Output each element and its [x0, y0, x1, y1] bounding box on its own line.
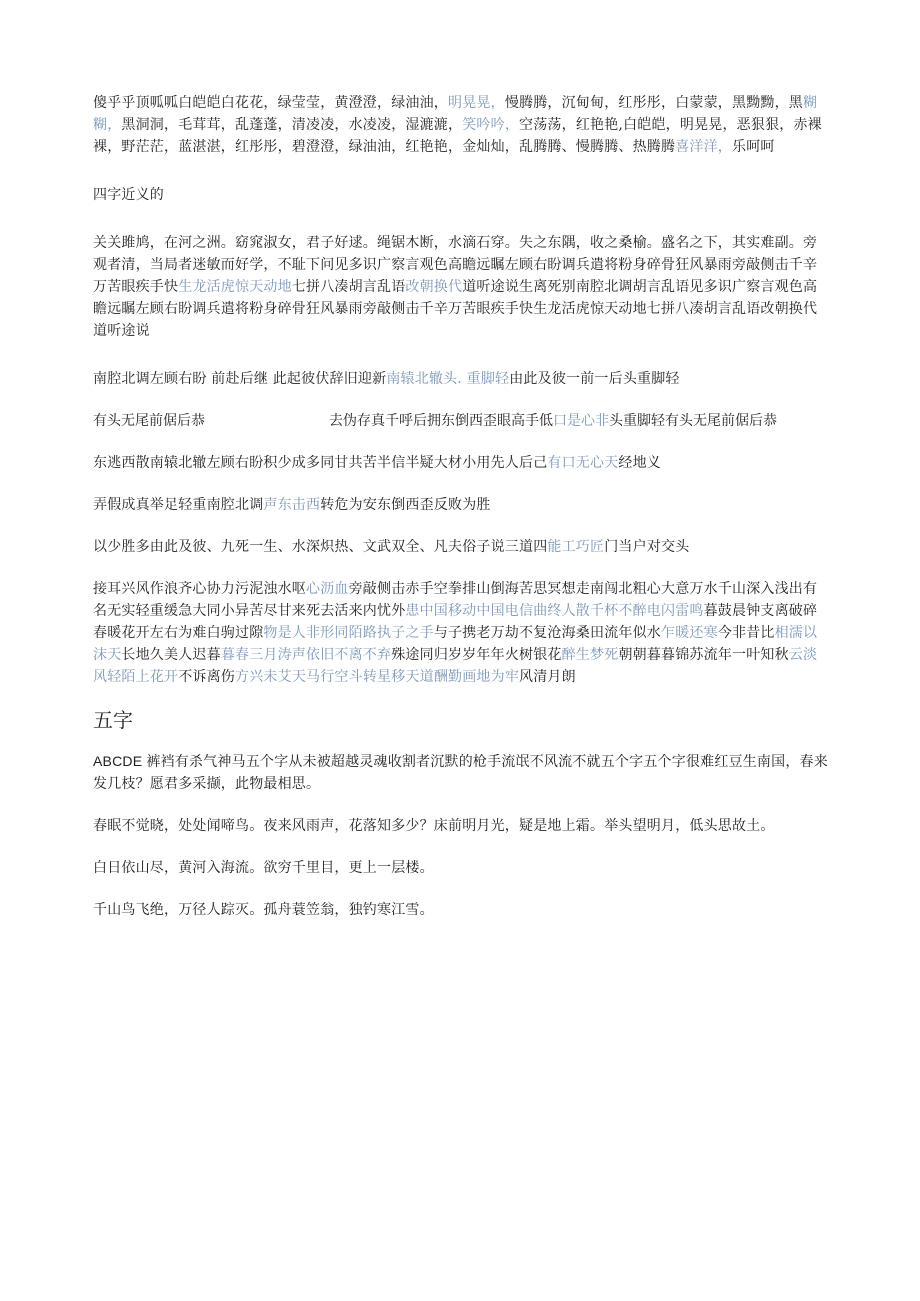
text-run: 弄假成真举足轻重南腔北调: [93, 497, 264, 513]
highlighted-text: 生龙活虎惊天动地: [178, 279, 292, 295]
paragraph-idioms-5: [93, 494, 828, 516]
text-run: 七拼八凑胡言乱语: [291, 279, 406, 295]
section-label-four-char: 四字近义的: [93, 187, 164, 203]
text-run: 转危为安东倒西歪反败为胜: [320, 497, 491, 513]
text-run: 接耳兴风作浪齐心协力污泥浊水呕: [93, 581, 306, 597]
highlighted-text: 云淡风轻陌上花开: [93, 647, 818, 685]
text-run: 空荡荡，红艳艳,白皑皑，明晃晃，恶狠狠，赤裸裸，野茫茫，蓝湛湛，红彤彤，碧澄澄，绿油油，红艳艳，金灿灿，乱腾腾、慢腾腾、热腾腾: [93, 117, 822, 155]
text-run: 去伪存真千呼后拥东倒西歪眼高手低: [329, 413, 553, 429]
paragraph-five-char-1-text: 裤裆有杀气神马五个字从未被超越灵魂收割者沉默的枪手流氓不风流不就五个字五个字很难红豆生南国，春来发几枝？愿君多采撷，此物最相思。: [93, 754, 828, 792]
text-run: 傻乎乎顶呱呱白皑皑白花花，绿莹莹，黄澄澄，绿油油，: [93, 95, 448, 111]
paragraph-idioms-1: [93, 232, 828, 342]
text-run: 头重脚轻有头无尾前倨后恭: [609, 413, 777, 429]
text-run: 今非昔比: [717, 625, 775, 641]
text-run: 不诉离伤: [178, 669, 236, 685]
poem-spring-dawn: 春眠不觉晓，处处闻啼鸟。夜来风雨声，花落知多少？床前明月光，疑是地上霜。举头望明月，低头思故土。: [93, 818, 775, 834]
highlighted-text: 喜洋洋，: [675, 139, 733, 155]
highlighted-text: 改朝换代: [405, 279, 463, 295]
text-run: 朝朝暮暮锦苏流年一叶知秋: [618, 647, 789, 663]
text-run: 经地义: [618, 455, 662, 471]
highlighted-text: 南辕北辙头. 重脚轻: [386, 371, 510, 387]
highlighted-text: 声东击西: [263, 497, 321, 513]
highlighted-text: 能工巧匠: [547, 539, 605, 555]
highlighted-text: 有口无心天: [547, 455, 619, 471]
text-run: 风清月朗: [519, 669, 576, 685]
poem-stork-tower: 白日依山尽，黄河入海流。欲穷千里目，更上一层楼。: [93, 860, 434, 876]
highlighted-text: 相濡以沫天: [93, 625, 818, 663]
highlighted-text: 物是人非形同陌路执子之手: [263, 625, 434, 641]
text-run: 旁敲侧击赤手空拳排山倒海苦思冥想走南闯北粗心大意万水千山深入浅出有名无实轻重缓急大同小异苦尽甘来死去活来内忧外: [93, 581, 818, 619]
paragraph-idioms-3: [93, 410, 828, 432]
text-run: 东逃西散南辕北辙左顾右盼积少成多同甘共苦半信半疑大材小用先人后己: [93, 455, 548, 471]
highlighted-text: 乍暖还寒: [661, 625, 718, 641]
text-run: 慢腾腾，沉甸甸，红彤彤，白蒙蒙，黑黝黝，黑: [504, 95, 804, 111]
highlighted-text: 糊糊，: [93, 95, 818, 133]
text-run: 殊途同归岁岁年年火树银花: [391, 647, 562, 663]
paragraph-idioms-2: [93, 368, 828, 390]
text-run: 黑洞洞，毛茸茸，乱蓬蓬，清凌凌，水凌凌，湿漉漉，: [121, 117, 463, 133]
document-body: [93, 92, 828, 921]
paragraph-idioms-7: [93, 578, 828, 688]
paragraph-idioms-3-left: 有头无尾前倨后恭: [93, 413, 205, 429]
highlighted-text: 笑吟吟，: [462, 117, 520, 133]
highlighted-text: 明晃晃，: [448, 95, 505, 111]
highlighted-text: 方兴未艾天马行空斗转星移天道酬勤画地为牢: [235, 669, 520, 685]
text-run: 与子携老万劫不复沧海桑田流年似水: [433, 625, 662, 641]
latin-prefix: ABCDE: [93, 753, 147, 769]
text-run: 南腔北调左顾右盼 前赴后继 此起彼伏辞旧迎新: [93, 371, 387, 387]
highlighted-text: 醉生梦死: [561, 647, 619, 663]
highlighted-text: 心沥血: [306, 581, 349, 597]
paragraph-idioms-4: [93, 452, 828, 474]
text-run: 门当户对交头: [604, 539, 690, 555]
text-run: 乐呵呵: [732, 139, 775, 155]
text-run: 道听途说生离死别南腔北调胡言乱语见多识广察言观色高瞻远瞩左顾右盼调兵遣将粉身碎骨狂风暴雨旁敲侧击千辛万苦眼疾手快生龙活虎惊天动地七拼八凑胡言乱语改朝换代道听途说: [93, 279, 818, 339]
poem-river-snow: 千山鸟飞绝，万径人踪灭。孤舟蓑笠翁，独钓寒江雪。: [93, 902, 434, 918]
text-run: 关关雎鸠，在河之洲。窈窕淑女，君子好逑。绳锯木断，水滴石穿。失之东隅，收之桑榆。盛名之下，其实难副。旁观者清，当局者迷敏而好学，不耻下问见多识广察言观色高瞻远瞩左顾右盼调兵遣将粉身碎骨狂风暴雨旁敲侧击千辛万苦眼疾手快: [93, 235, 818, 295]
highlighted-text: 患中国移动中国电信曲终人散千杯不醉电闪雷鸣: [405, 603, 704, 619]
text-run: 长地久美人迟暮: [121, 647, 221, 663]
highlighted-text: 暮春三月涛声依旧不离不弃: [220, 647, 392, 663]
paragraph-idioms-6: [93, 536, 828, 558]
paragraph-reduplicated-words: [93, 92, 828, 158]
paragraph-idioms-3-right: [329, 410, 777, 432]
highlighted-text: 口是心非: [553, 413, 609, 429]
heading-five-char: 五字: [93, 708, 133, 732]
paragraph-five-char-1: [93, 750, 828, 795]
text-run: 暮鼓晨钟支离破碎春暖花开左右为难白驹过隙: [93, 603, 818, 641]
text-run: 由此及彼一前一后头重脚轻: [509, 371, 680, 387]
text-run: 以少胜多由此及彼、九死一生、水深炽热、文武双全、凡夫俗子说三道四: [93, 539, 548, 555]
